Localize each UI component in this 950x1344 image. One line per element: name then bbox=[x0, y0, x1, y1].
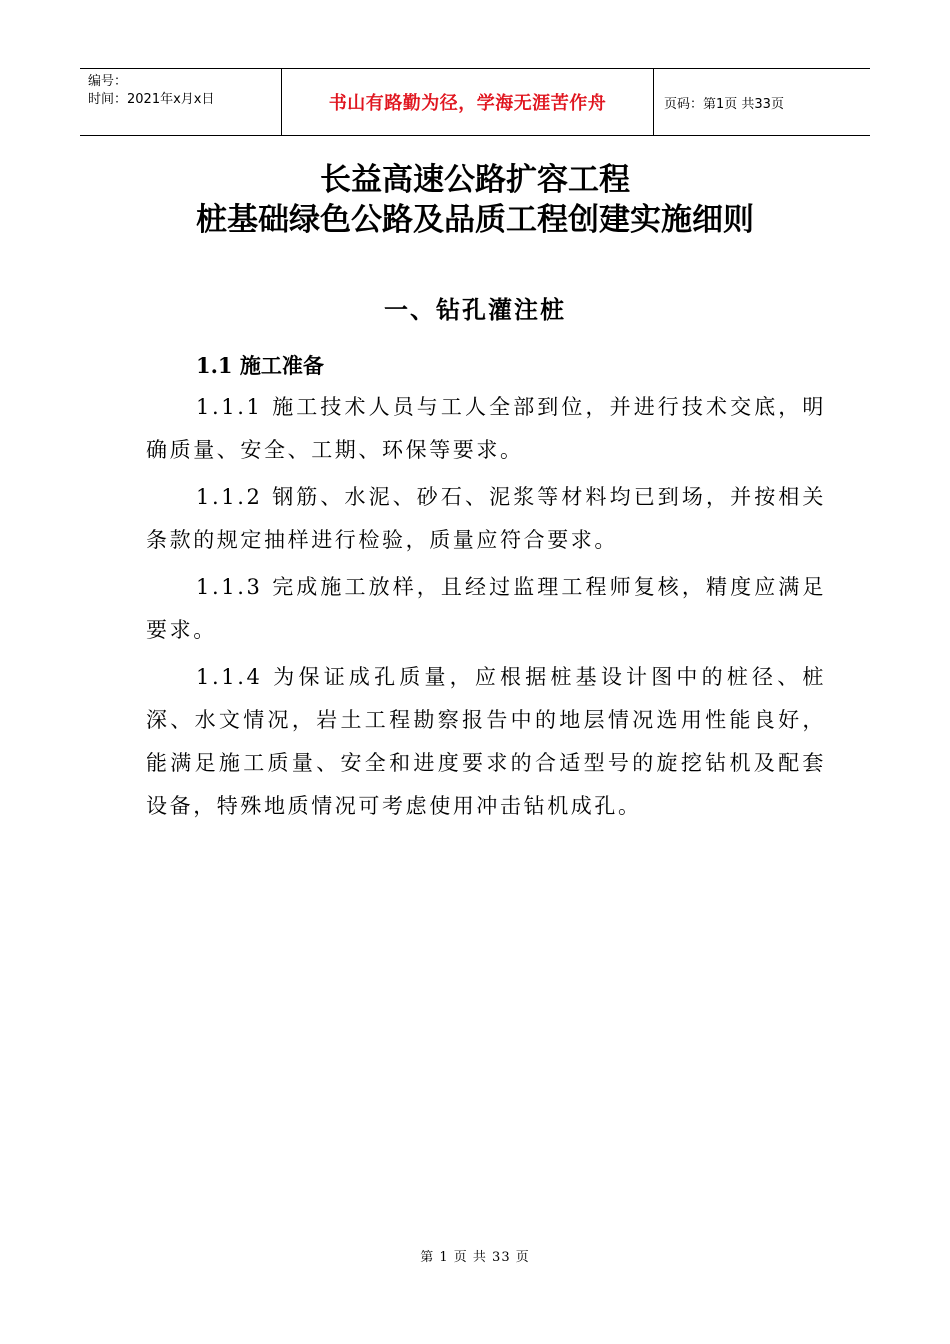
subsection-heading: 1.1 施工准备 bbox=[196, 353, 324, 378]
paragraph: 1.1.4 为保证成孔质量，应根据桩基设计图中的桩径、桩深、水文情况，岩土工程勘察报告中的地层情况选用性能良好，能满足施工质量、安全和进度要求的合适型号的旋挖钻机及配套设备，特殊地质情况可考虑使用冲击钻机成孔。 bbox=[146, 665, 826, 818]
document-title-line-2: 桩基础绿色公路及品质工程创建实施细则 bbox=[196, 202, 754, 238]
document-date: 时间：2021年x月x日 bbox=[88, 92, 215, 107]
section-heading: 一、钻孔灌注桩 bbox=[384, 295, 566, 324]
paragraph: 1.1.3 完成施工放样，且经过监理工程师复核，精度应满足要求。 bbox=[146, 575, 826, 642]
page-footer: 第 1 页 共 33 页 bbox=[420, 1250, 530, 1265]
document-number: 编号： bbox=[88, 74, 128, 89]
header-motto: 书山有路勤为径，学海无涯苦作舟 bbox=[282, 69, 654, 135]
document-title-line-1: 长益高速公路扩容工程 bbox=[320, 162, 630, 198]
header-meta bbox=[80, 69, 282, 135]
document-body bbox=[146, 386, 826, 832]
paragraph: 1.1.1 施工技术人员与工人全部到位，并进行技术交底，明确质量、安全、工期、环保等要求。 bbox=[146, 395, 826, 462]
page-header bbox=[80, 68, 870, 136]
paragraph: 1.1.2 钢筋、水泥、砂石、泥浆等材料均已到场，并按相关条款的规定抽样进行检验，质量应符合要求。 bbox=[146, 485, 826, 552]
header-page-info: 页码：第1页 共33页 bbox=[664, 96, 784, 112]
